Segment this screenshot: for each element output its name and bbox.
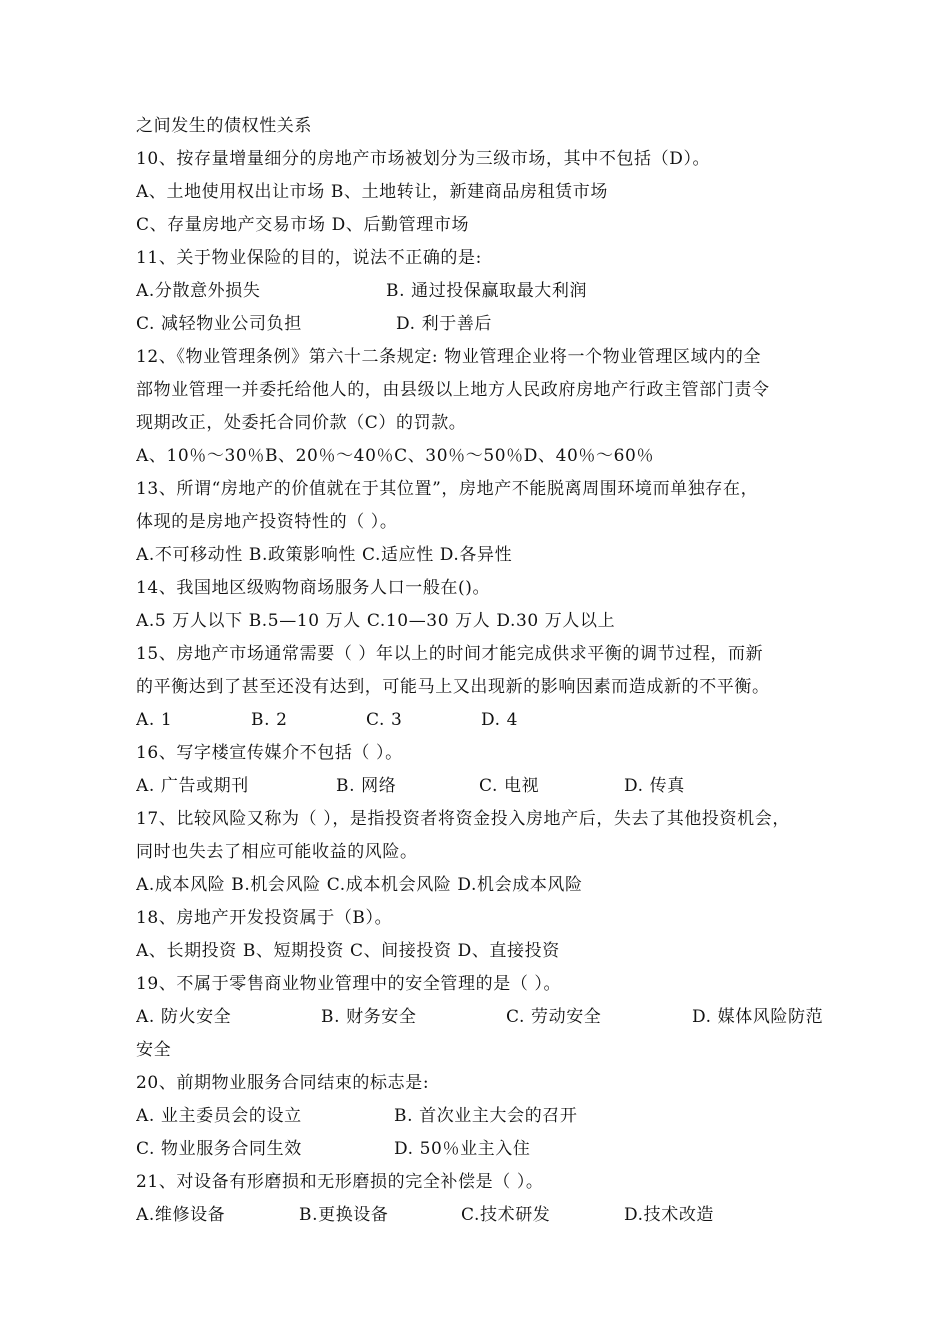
q17-options: A.成本风险 B.机会风险 C.成本机会风险 D.机会成本风险 [136,875,583,895]
q10-stem: 10、按存量增量细分的房地产市场被划分为三级市场，其中不包括（D）。 [136,149,711,169]
q13-stem-line1: 13、所谓“房地产的价值就在于其位置”，房地产不能脱离周围环境而单独存在， [136,479,759,499]
q16-option-d: D. 传真 [624,776,685,796]
q10-options-line2: C、存量房地产交易市场 D、后勤管理市场 [136,215,470,235]
q18-stem: 18、房地产开发投资属于（B）。 [136,908,393,928]
q17-stem-line1: 17、比较风险又称为（ ），是指投资者将资金投入房地产后，失去了其他投资机会， [136,809,790,829]
q15-stem-line2: 的平衡达到了甚至还没有达到，可能马上又出现新的影响因素而造成新的不平衡。 [136,677,770,697]
q19-options [136,1001,850,1034]
q20-options-row1 [136,1100,850,1133]
q12-stem-line3: 现期改正，处委托合同价款（C）的罚款。 [136,413,467,433]
q15-option-b: B. 2 [251,710,288,730]
q11-option-b: B. 通过投保赢取最大利润 [386,281,588,301]
q20-stem: 20、前期物业服务合同结束的标志是: [136,1073,430,1093]
q16-stem: 16、写字楼宣传媒介不包括（ ）。 [136,743,403,763]
q21-option-a: A.维修设备 [136,1205,226,1225]
q20-option-b: B. 首次业主大会的召开 [394,1106,578,1126]
q16-option-b: B. 网络 [336,776,397,796]
q14-stem: 14、我国地区级购物商场服务人口一般在()。 [136,578,491,598]
q15-option-c: C. 3 [366,710,403,730]
q12-options: A、10％～30％B、20％～40％C、30％～50％D、40％～60％ [136,446,655,466]
q12-stem-line1: 12、《物业管理条例》第六十二条规定: 物业管理企业将一个物业管理区域内的全 [136,347,762,367]
q19-stem: 19、不属于零售商业物业管理中的安全管理的是（ ）。 [136,974,562,994]
q19-option-b: B. 财务安全 [321,1007,417,1027]
q16-options [136,770,850,803]
q17-stem-line2: 同时也失去了相应可能收益的风险。 [136,842,418,862]
q20-option-a: A. 业主委员会的设立 [136,1106,302,1126]
q21-option-c: C.技术研发 [461,1205,551,1225]
q16-option-c: C. 电视 [479,776,540,796]
q21-option-d: D.技术改造 [624,1205,715,1225]
q10-options-line1: A、土地使用权出让市场 B、土地转让，新建商品房租赁市场 [136,182,608,202]
q11-option-a: A.分散意外损失 [136,281,261,301]
q20-option-c: C. 物业服务合同生效 [136,1139,302,1159]
q11-options-row1 [136,275,850,308]
q15-stem-line1: 15、房地产市场通常需要（ ）年以上的时间才能完成供求平衡的调节过程，而新 [136,644,764,664]
q11-option-d: D. 利于善后 [396,314,493,334]
q13-options: A.不可移动性 B.政策影响性 C.适应性 D.各异性 [136,545,513,565]
q11-options-row2 [136,308,850,341]
q13-stem-line2: 体现的是房地产投资特性的（ ）。 [136,512,398,532]
q19-option-d: D. 媒体风险防范 [692,1007,824,1027]
q15-option-d: D. 4 [481,710,519,730]
q15-options [136,704,850,737]
q15-option-a: A. 1 [136,710,173,730]
q11-option-c: C. 减轻物业公司负担 [136,314,302,334]
q19-option-c: C. 劳动安全 [506,1007,602,1027]
q21-option-b: B.更换设备 [299,1205,389,1225]
q12-stem-line2: 部物业管理一并委托给他人的，由县级以上地方人民政府房地产行政主管部门责令 [136,380,770,400]
q21-options [136,1199,850,1232]
q20-options-row2 [136,1133,850,1166]
q20-option-d: D. 50％业主入住 [394,1139,531,1159]
intro-line: 之间发生的债权性关系 [136,116,312,136]
q18-options: A、长期投资 B、短期投资 C、间接投资 D、直接投资 [136,941,560,961]
q21-stem: 21、对设备有形磨损和无形磨损的完全补偿是（ ）。 [136,1172,544,1192]
q19-option-d-continued: 安全 [136,1040,172,1060]
question-list [136,110,850,1232]
q19-option-a: A. 防火安全 [136,1007,232,1027]
q16-option-a: A. 广告或期刊 [136,776,249,796]
q14-options: A.5 万人以下 B.5—10 万人 C.10—30 万人 D.30 万人以上 [136,611,616,631]
q11-stem: 11、关于物业保险的目的，说法不正确的是: [136,248,482,268]
